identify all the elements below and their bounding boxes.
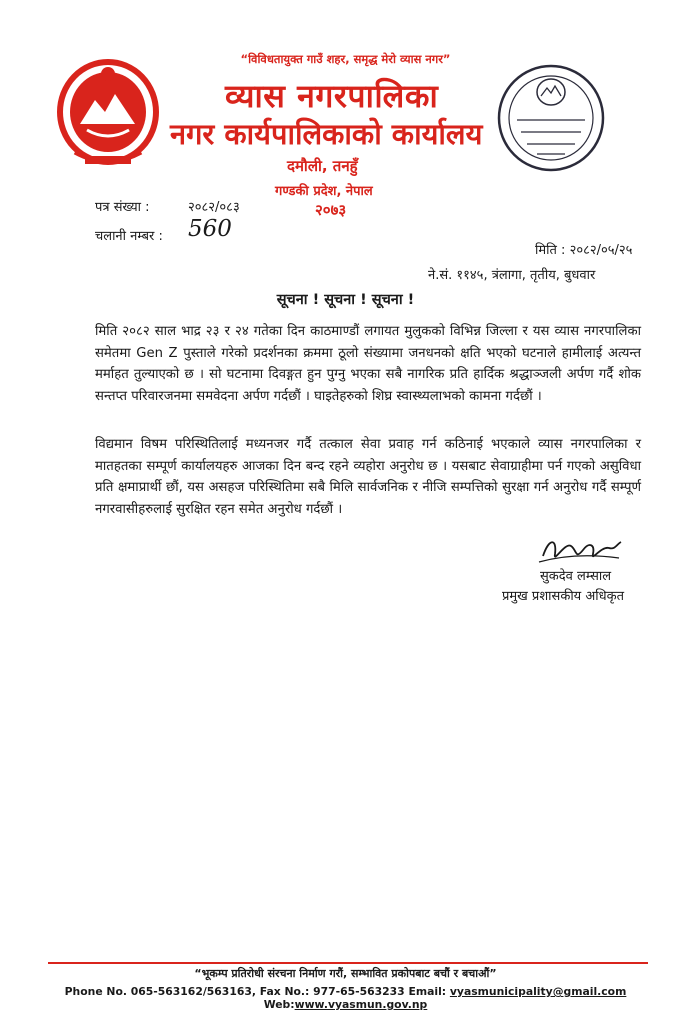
footer-web[interactable]: www.vyasmun.gov.np bbox=[294, 998, 428, 1011]
office-province: गण्डकी प्रदेश, नेपाल bbox=[275, 184, 373, 199]
signatory-name: सुकदेव लम्साल bbox=[540, 569, 612, 584]
footer-contact bbox=[0, 985, 691, 1011]
establishment-year: २०७३ bbox=[315, 201, 347, 219]
signature-mark bbox=[535, 532, 625, 568]
office-stamp-icon bbox=[495, 58, 607, 176]
notice-title: सूचना ! सूचना ! सूचना ! bbox=[276, 292, 415, 308]
notice-date: मिति : २०८२/०५/२५ bbox=[535, 243, 633, 258]
signatory-title: प्रमुख प्रशासकीय अधिकृत bbox=[502, 589, 625, 604]
org-name: व्यास नगरपालिका bbox=[225, 77, 439, 115]
dispatch-number-value: 560 bbox=[188, 216, 232, 242]
footer-motto: “भूकम्प प्रतिरोधी संरचना निर्माण गरौं, सम्भावित प्रकोपबाट बचौं र बचाऔं” bbox=[194, 967, 497, 980]
reference-number-label: पत्र संख्या : bbox=[95, 200, 150, 215]
footer-phone: Phone No. 065-563162/563163, Fax No.: 977-65-563233 bbox=[64, 985, 405, 998]
footer-email[interactable]: vyasmunicipality@gmail.com bbox=[449, 985, 627, 998]
reference-number-value: २०८२/०८३ bbox=[188, 200, 240, 215]
footer-email-label: Email: bbox=[408, 985, 447, 998]
dispatch-number-label: चलानी नम्बर : bbox=[95, 229, 163, 244]
nepal-sambat-date: ने.सं. ११४५, त्रंलागा, तृतीय, बुधवार bbox=[428, 268, 596, 283]
footer-divider bbox=[48, 962, 648, 964]
office-name: नगर कार्यपालिकाको कार्यालय bbox=[170, 117, 483, 151]
nepal-emblem-icon bbox=[55, 52, 161, 170]
footer-web-label: Web: bbox=[263, 998, 295, 1011]
notice-paragraph-2: विद्यमान विषम परिस्थितिलाई मध्यनजर गर्दै तत्काल सेवा प्रवाह गर्न कठिनाई भएकाले व्यास नगरपालिका र मातहतका सम्पूर्ण कार्यालयहरु आजका दिन बन्द रहने व्यहोरा अनुरोध छ । यसबाट सेवाग्राहीमा पर्न गएको असुविधा प्रति क्षमाप्रार्थी छौं, यस असहज परिस्थितिमा सबै मिलि सार्वजनिक र नीजि सम्पत्तिको सुरक्षा गर्न अनुरोध गर्दै सम्पूर्ण नगरवासीहरुलाई सुरक्षित रहन समेत अनुरोध गर्दछौं । bbox=[95, 437, 641, 517]
office-location: दमौली, तनहुँ bbox=[287, 157, 358, 175]
notice-paragraph-1: मिति २०८२ साल भाद्र २३ र २४ गतेका दिन काठमाण्डौं लगायत मुलुकको विभिन्न जिल्ला र यस व्यास नगरपालिका समेतमा Gen Z पुस्ताले गरेको प्रदर्शनका क्रममा ठूलो संख्यामा जनधनको क्षति भएको घटनाले हामीलाई अत्यन्त मर्माहत तुल्याएको छ । सो घटनामा दिवङ्गत हुन पुग्नु भएका सबै नागरिक प्रति हार्दिक श्रद्धाञ्जली अर्पण गर्दै शोक सन्तप्त परिवारजनमा समवेदना अर्पण गर्दछौं । घाइतेहरुको शिघ्र स्वास्थ्यलाभको कामना गर्दछौं । bbox=[95, 324, 641, 404]
header-tagline: “विविधतायुक्त गाउँ शहर, समृद्ध मेरो व्यास नगर” bbox=[240, 52, 451, 66]
